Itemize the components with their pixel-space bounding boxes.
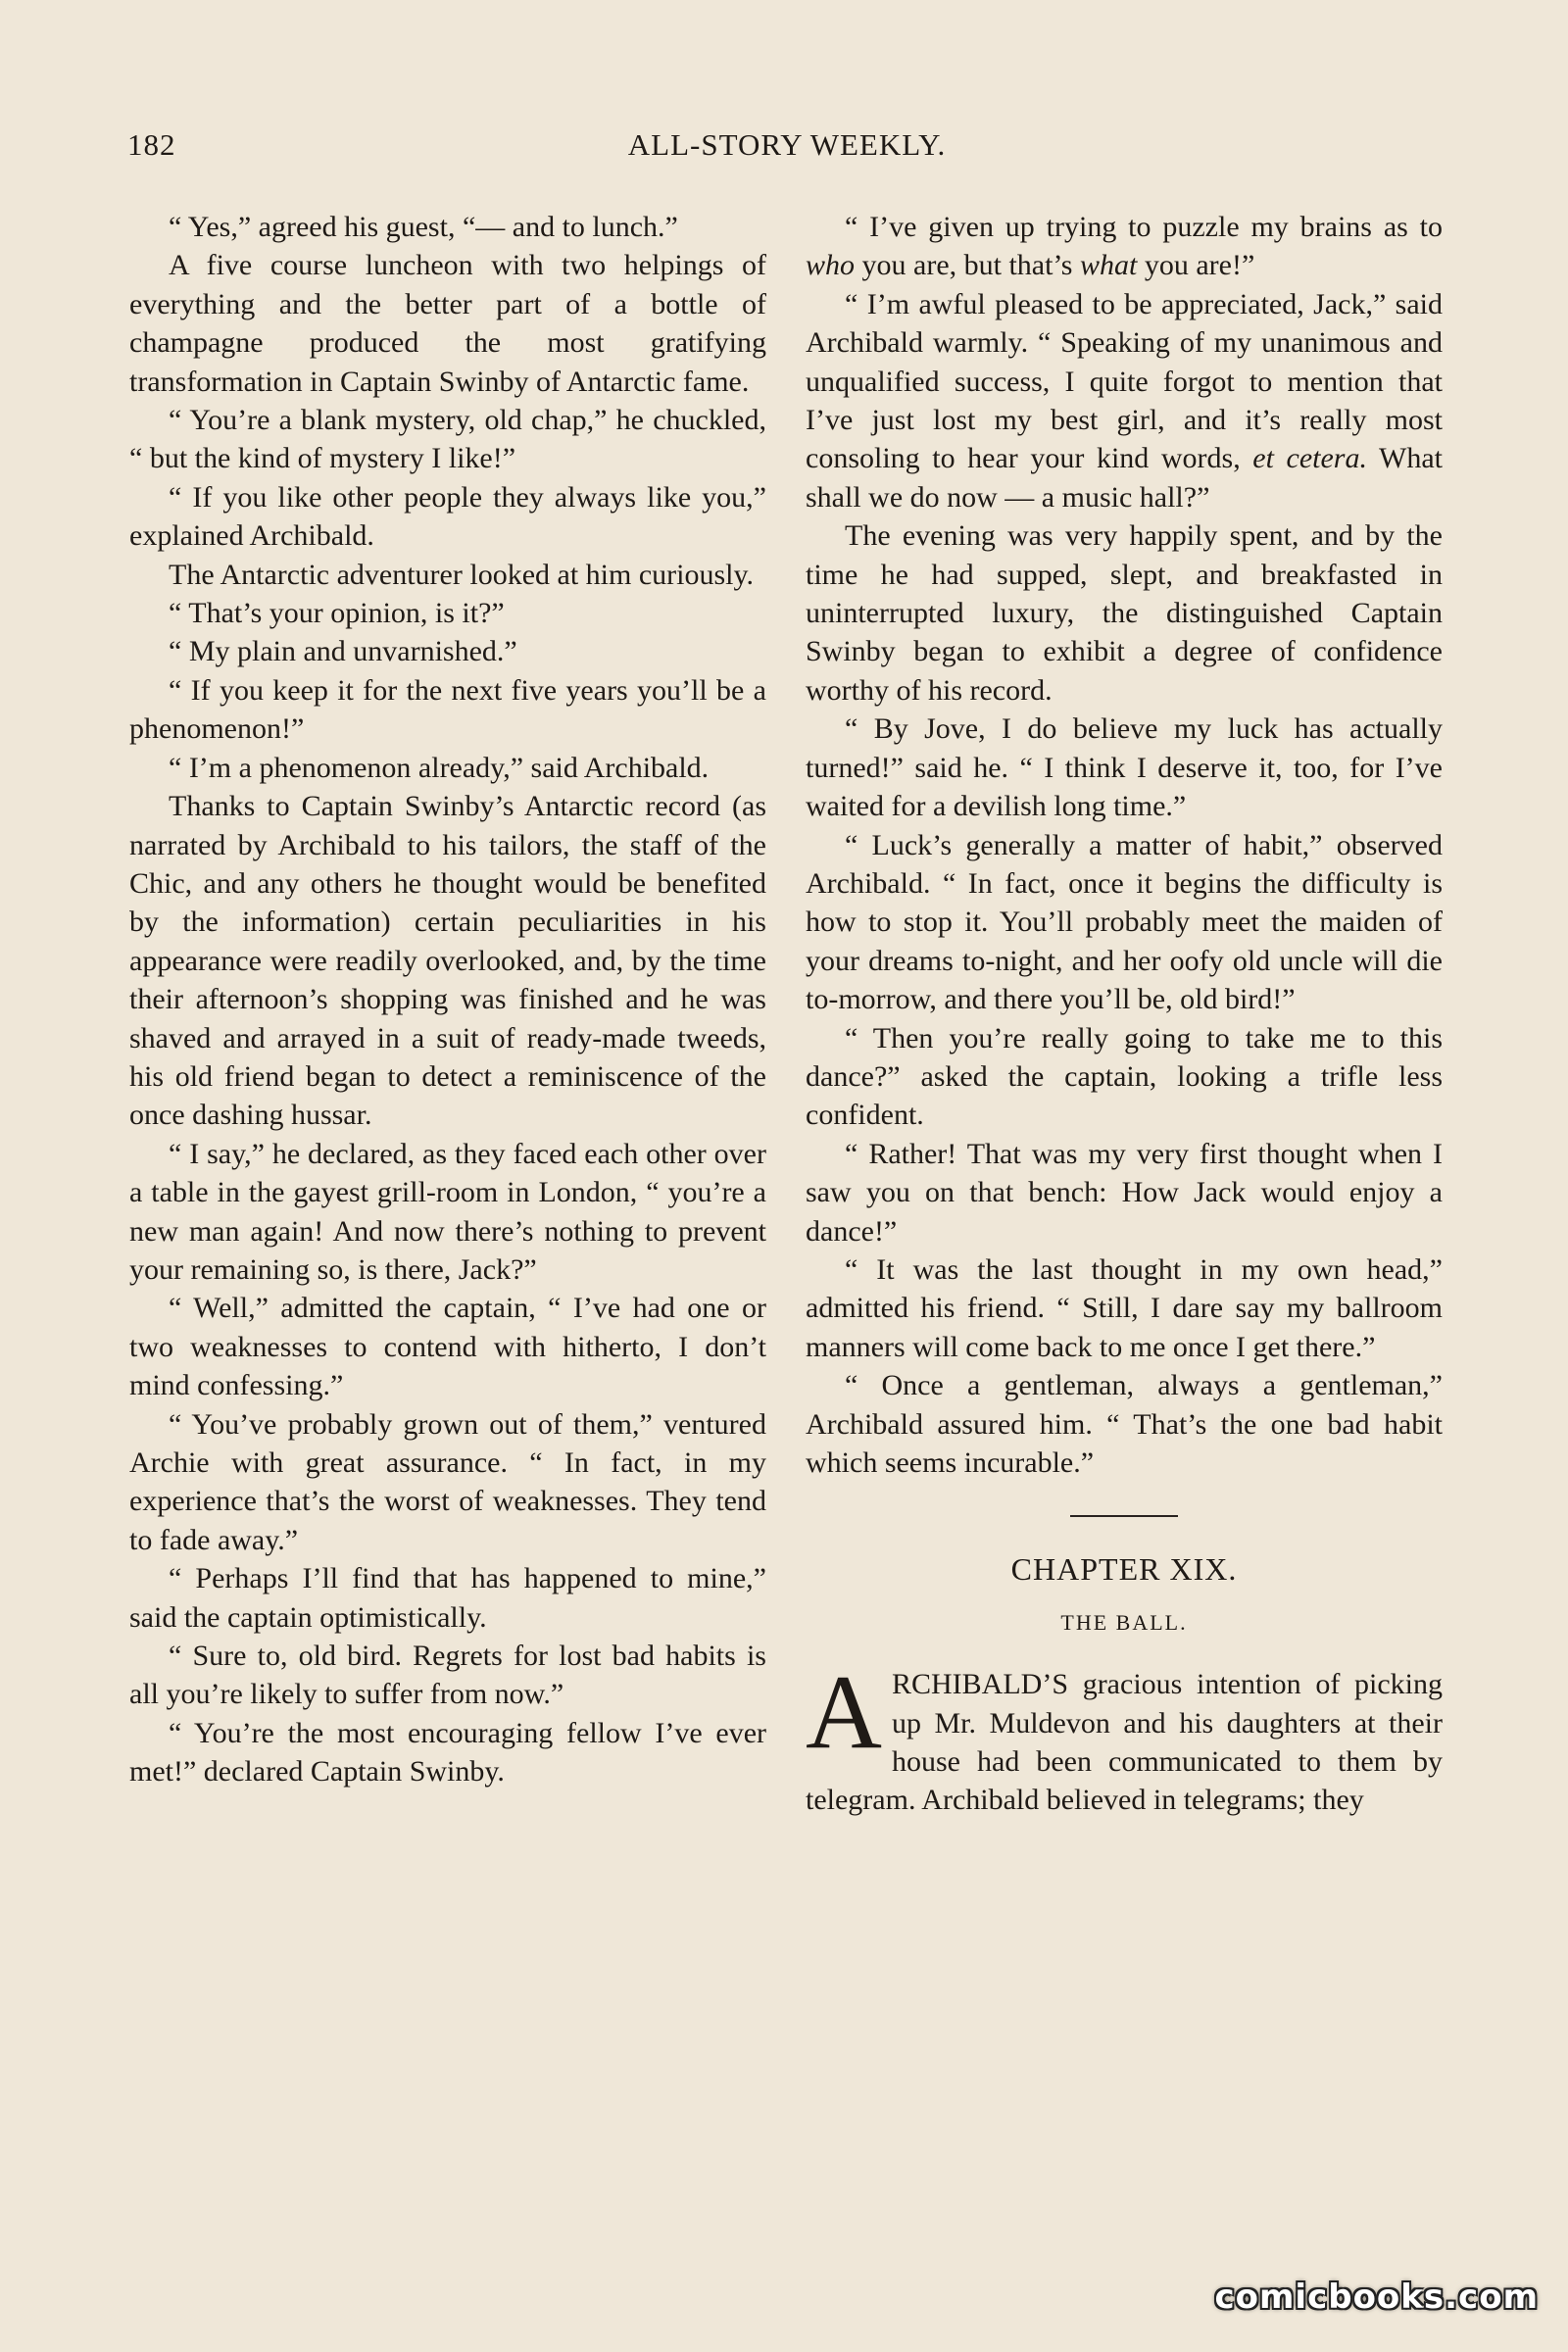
- paragraph: “ You’ve probably grown out of them,” ventured Archie with great assurance. “ In fact, in my experience that’s the worst of weaknesses. They tend to fade away.”: [129, 1407, 766, 1556]
- section-divider: [1070, 1515, 1178, 1517]
- paragraph: [806, 208, 1443, 285]
- paragraph: “ That’s your opinion, is it?”: [169, 597, 505, 630]
- watermark: comicbooks.com: [1214, 2278, 1539, 2317]
- chapter-subtitle: THE BALL.: [1060, 1609, 1188, 1635]
- paragraph: The evening was very happily spent, and by the time he had supped, slept, and breakfasted in uninterrupted luxury, the distinguished Captain Swinby began to exhibit a degree of confidence worthy of his record.: [806, 519, 1443, 707]
- paragraph: “ If you like other people they always like you,” explained Archibald.: [129, 480, 766, 553]
- paragraph: [806, 285, 1443, 516]
- paragraph: “ I’m a phenomenon already,” said Archibald.: [169, 751, 710, 784]
- left-column: [129, 208, 766, 1791]
- chapter-opening-paragraph: [806, 1654, 1443, 1820]
- paragraph: “ Yes,” agreed his guest, “— and to lunch.”: [169, 211, 678, 243]
- text-run: you are, but that’s: [855, 249, 1080, 282]
- running-title: ALL-STORY WEEKLY.: [627, 127, 947, 162]
- paragraph: “ Luck’s generally a matter of habit,” observed Archibald. “ In fact, once it begins the difficulty is how to stop it. You’ll probably meet the maiden of your dreams to-night, and her oofy old uncle will die to-morrow, and there you’ll be, old bird!”: [806, 828, 1443, 1016]
- chapter-body-text: RCHIBALD’S gracious intention of picking up Mr. Muldevon and his daughters at their house had been communicated to them by telegram. Archibald believed in telegrams; they: [806, 1668, 1443, 1817]
- paragraph: The Antarctic adventurer looked at him curiously.: [169, 558, 755, 591]
- emphasis: what: [1079, 249, 1138, 282]
- text-run: you are!”: [1137, 249, 1255, 282]
- paragraph: “ My plain and unvarnished.”: [169, 635, 517, 668]
- paragraph: “ Perhaps I’ll find that has happened to mine,” said the captain optimistically.: [129, 1562, 766, 1634]
- paragraph: “ You’re the most encouraging fellow I’ve ever met!” declared Captain Swinby.: [129, 1716, 766, 1788]
- right-column: [806, 208, 1443, 1820]
- paragraph: “ Then you’re really going to take me to this dance?” asked the captain, looking a trifle less confident.: [806, 1021, 1443, 1132]
- drop-cap: A: [806, 1654, 882, 1772]
- paragraph: “ Once a gentleman, always a gentleman,” Archibald assured him. “ That’s the one bad habit which seems incurable.”: [806, 1369, 1443, 1479]
- paragraph: “ Well,” admitted the captain, “ I’ve had one or two weaknesses to contend with hitherto, I don’t mind confessing.”: [129, 1292, 766, 1402]
- emphasis: who: [806, 249, 856, 282]
- paragraph: “ Rather! That was my very first thought when I saw you on that bench: How Jack would enjoy a dance!”: [806, 1137, 1443, 1248]
- paragraph: “ I say,” he declared, as they faced each other over a table in the gayest grill-room in London, “ you’re a new man again! And now there’s nothing to prevent your remaining so, is there, Jack?”: [129, 1137, 766, 1286]
- page-number: 182: [127, 127, 176, 162]
- paragraph: “ It was the last thought in my own head,” admitted his friend. “ Still, I dare say my ballroom manners will come back to me once I get there.”: [806, 1252, 1443, 1363]
- paragraph: “ If you keep it for the next five years you’ll be a phenomenon!”: [129, 673, 766, 746]
- emphasis: et cetera.: [1252, 442, 1367, 475]
- paragraph: “ You’re a blank mystery, old chap,” he chuckled, “ but the kind of mystery I like!”: [129, 404, 766, 475]
- paragraph: A five course luncheon with two helpings of everything and the better part of a bottle of champagne produced the most gratifying transformation in Captain Swinby of Antarctic fame.: [129, 249, 766, 398]
- chapter-title: CHAPTER XIX.: [1010, 1551, 1238, 1588]
- page-header: [127, 127, 1446, 186]
- paragraph: Thanks to Captain Swinby’s Antarctic record (as narrated by Archibald to his tailors, the staff of the Chic, and any others he thought would be benefited by the information) certain peculiarities in his appearance were readily overlooked, and, by the time their afternoon’s shopping was finished and he was shaved and arrayed in a suit of ready-made tweeds, his old friend began to detect a reminiscence of the once dashing hussar.: [129, 790, 766, 1132]
- paragraph: “ By Jove, I do believe my luck has actually turned!” said he. “ I think I deserve it, too, for I’ve waited for a devilish long time.”: [806, 712, 1443, 823]
- text-run: “ I’ve given up trying to puzzle my brains as to: [845, 211, 1443, 243]
- text-run: “ I’m awful pleased to be appreciated, Jack,” said Archibald warmly. “ Speaking of my unanimous and unqualified success, I quite forgot to mention that I’ve just lost my best girl, and it’s really most consoling to hear your kind words,: [806, 287, 1443, 475]
- text-run: What shall we do now — a music hall?”: [806, 442, 1443, 514]
- paragraph: “ Sure to, old bird. Regrets for lost bad habits is all you’re likely to suffer from now.”: [129, 1640, 766, 1711]
